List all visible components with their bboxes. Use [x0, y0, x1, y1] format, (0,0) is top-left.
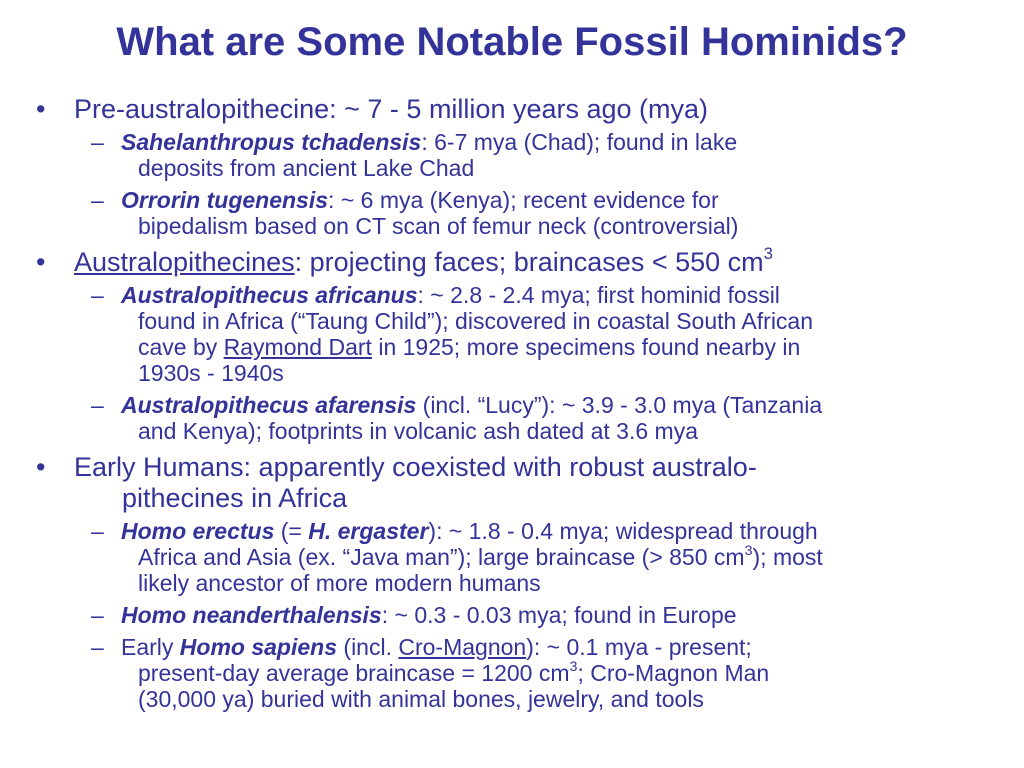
subbullet-text: Africa and Asia (ex. “Java man”); large braincase (> 850 cm [138, 544, 745, 570]
subbullet-homo-sapiens [0, 634, 1024, 712]
subbullet-text: : 6-7 mya (Chad); found in lake [421, 129, 738, 155]
superscript: 3 [763, 244, 773, 264]
bullet-text [74, 244, 1004, 278]
subbullet-line: 1930s - 1940s [138, 360, 284, 386]
dash-marker: – [91, 518, 104, 544]
dash-marker: – [91, 392, 104, 418]
dash-marker: – [91, 187, 104, 213]
bullet-australopithecines [0, 244, 1024, 278]
species-name: Orrorin tugenensis [121, 187, 329, 213]
subbullet-line: and Kenya); footprints in volcanic ash dated at 3.6 mya [138, 418, 698, 444]
subbullet-line: bipedalism based on CT scan of femur neck (controversial) [138, 213, 739, 239]
subbullet-text: ): ~ 0.1 mya - present; [526, 634, 752, 660]
subbullet-text: ; Cro-Magnon Man [577, 660, 770, 686]
subbullet-orrorin [0, 187, 1024, 239]
bullet-pre-australopithecine [0, 94, 1024, 125]
species-name: Homo sapiens [179, 634, 338, 660]
subbullet-sahelanthropus [0, 129, 1024, 181]
subbullet-text: ): ~ 1.8 - 0.4 mya; widespread through [428, 518, 818, 544]
subbullet-line [121, 282, 1004, 308]
subbullet-line [121, 518, 1004, 544]
bullet-text-rest: : projecting faces; braincases < 550 cm [294, 247, 764, 277]
cro-magnon-link[interactable]: Cro-Magnon [398, 634, 527, 660]
dash-marker: – [91, 129, 104, 155]
subbullet-text: : ~ 0.3 - 0.03 mya; found in Europe [381, 602, 737, 628]
subbullet-text: (incl. [337, 634, 399, 660]
subbullet-line [121, 660, 1004, 686]
subbullet-neanderthalensis [0, 602, 1024, 628]
subbullet-line [121, 187, 1004, 213]
species-name: Australopithecus afarensis [121, 392, 417, 418]
subbullet-text: : ~ 6 mya (Kenya); recent evidence for [328, 187, 719, 213]
bullet-marker: • [36, 94, 46, 124]
australopithecines-link[interactable]: Australopithecines [74, 247, 295, 277]
subbullet-line: likely ancestor of more modern humans [138, 570, 541, 596]
subbullet-line: deposits from ancient Lake Chad [138, 155, 475, 181]
subbullet-line [121, 334, 1004, 360]
subbullet-line [121, 129, 1004, 155]
subbullet-text: Early [121, 634, 180, 660]
dash-marker: – [91, 634, 104, 660]
slide-title: What are Some Notable Fossil Hominids? [116, 20, 908, 64]
species-name: Homo erectus [121, 518, 275, 544]
bullet-marker: • [36, 247, 46, 277]
species-name: Australopithecus africanus [121, 282, 418, 308]
bullet-marker: • [36, 452, 46, 482]
subbullet-line [121, 602, 1004, 628]
superscript: 3 [569, 658, 578, 675]
subbullet-text: (incl. “Lucy”): ~ 3.9 - 3.0 mya (Tanzania [416, 392, 823, 418]
subbullet-text: in 1925; more specimens found nearby in [371, 334, 801, 360]
bullet-early-humans [0, 452, 1024, 514]
species-name: Homo neanderthalensis [121, 602, 382, 628]
dash-marker: – [91, 282, 104, 308]
subbullet-line [121, 544, 1004, 570]
subbullet-text: : ~ 2.8 - 2.4 mya; first hominid fossil [417, 282, 780, 308]
subbullet-africanus [0, 282, 1024, 386]
raymond-dart-link[interactable]: Raymond Dart [223, 334, 372, 360]
bullet-text: Pre-australopithecine: ~ 7 - 5 million years ago (mya) [74, 94, 709, 124]
slide-content [0, 94, 1024, 718]
subbullet-text: ); most [752, 544, 823, 570]
dash-marker: – [91, 602, 104, 628]
subbullet-text: present-day average braincase = 1200 cm [138, 660, 570, 686]
subbullet-line [121, 392, 1004, 418]
subbullet-afarensis [0, 392, 1024, 444]
subbullet-line [121, 634, 1004, 660]
bullet-text-continued: pithecines in Africa [122, 483, 348, 513]
subbullet-line: (30,000 ya) buried with animal bones, jewelry, and tools [138, 686, 704, 712]
subbullet-line: found in Africa (“Taung Child”); discovered in coastal South African [138, 308, 814, 334]
species-name: H. ergaster [308, 518, 429, 544]
subbullet-text: cave by [138, 334, 224, 360]
species-name: Sahelanthropus tchadensis [121, 129, 422, 155]
superscript: 3 [744, 542, 753, 559]
subbullet-homo-erectus [0, 518, 1024, 596]
subbullet-text: (= [274, 518, 309, 544]
bullet-text: Early Humans: apparently coexisted with robust australo- [74, 452, 757, 482]
